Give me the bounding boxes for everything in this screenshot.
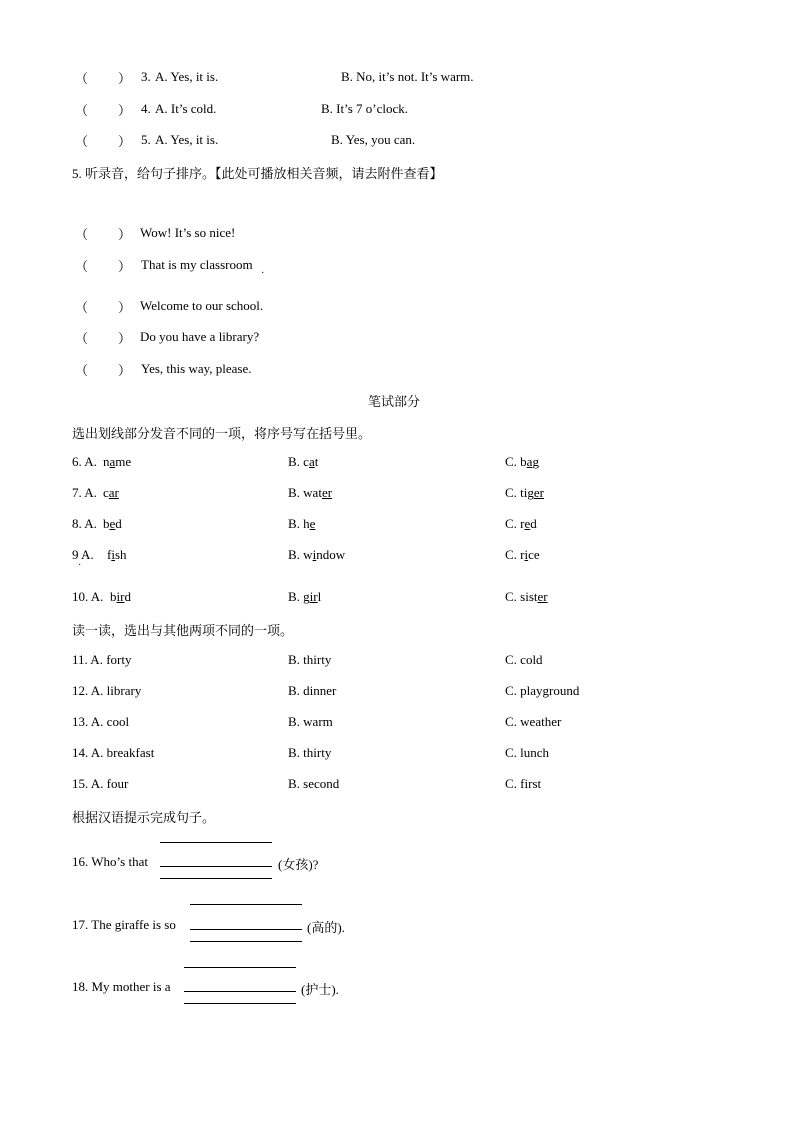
answer-paren-close: ）	[118, 259, 132, 274]
option-b: B. thirty	[288, 745, 332, 760]
order-sentence: Do you have a library?	[140, 329, 260, 344]
answer-paren-close: ）	[118, 71, 132, 86]
answer-line-top	[184, 967, 296, 968]
question-number: 6. A.	[72, 454, 97, 469]
answer-blank[interactable]	[190, 929, 302, 930]
answer-paren-open: （	[75, 259, 89, 274]
stray-dot: ·	[261, 268, 265, 279]
option-a: 15. A. four	[72, 776, 129, 791]
option-a: A. Yes, it is.	[155, 69, 219, 84]
option-a: A. It’s cold.	[155, 101, 217, 116]
option-b: B. water	[288, 485, 333, 500]
answer-line-bottom	[160, 878, 272, 879]
option-c: C. cold	[505, 652, 543, 667]
chinese-hint: (女孩)?	[278, 857, 319, 872]
option-a: name	[103, 454, 132, 469]
answer-paren-close: ）	[118, 300, 132, 315]
option-c: C. tiger	[505, 485, 545, 500]
answer-paren-close: ）	[118, 227, 132, 242]
question-number: 7. A.	[72, 485, 97, 500]
question-number: 9 A.	[72, 547, 94, 562]
option-b: B. girl	[288, 589, 322, 604]
chinese-hint: (高的).	[307, 920, 345, 935]
answer-paren-open: （	[75, 331, 89, 346]
answer-blank[interactable]	[160, 866, 272, 867]
option-a: 12. A. library	[72, 683, 142, 698]
option-c: C. rice	[505, 547, 540, 562]
answer-paren-open: （	[75, 300, 89, 315]
answer-paren-open: （	[75, 363, 89, 378]
answer-paren-open: （	[75, 227, 89, 242]
sentence-prefix: 16. Who’s that	[72, 854, 148, 869]
option-a: fish	[107, 547, 127, 562]
odd-one-out-instruction: 读一读，选出与其他两项不同的一项。	[72, 623, 294, 638]
order-sentence: Yes, this way, please.	[141, 361, 252, 376]
sentence-prefix: 18. My mother is a	[72, 979, 171, 994]
answer-blank[interactable]	[184, 991, 296, 992]
order-sentence: That is my classroom	[141, 257, 253, 272]
question-number: 8. A.	[72, 516, 97, 531]
option-c: C. red	[505, 516, 537, 531]
answer-line-bottom	[184, 1003, 296, 1004]
question-number: 3.	[141, 69, 151, 84]
section-5-title: 5. 听录音，给句子排序。【此处可播放相关音频，请去附件查看】	[72, 166, 443, 181]
order-sentence: Welcome to our school.	[140, 298, 264, 313]
option-b: B. he	[288, 516, 316, 531]
answer-paren-open: （	[75, 103, 89, 118]
option-a: bed	[103, 516, 122, 531]
option-a: 11. A. forty	[72, 652, 132, 667]
answer-line-top	[190, 904, 302, 905]
answer-paren-close: ）	[118, 331, 132, 346]
option-b: B. Yes, you can.	[331, 132, 416, 147]
option-b: B. warm	[288, 714, 333, 729]
option-c: C. first	[505, 776, 542, 791]
answer-line-top	[160, 842, 272, 843]
option-a: bird	[110, 589, 131, 604]
option-b: B. window	[288, 547, 346, 562]
answer-paren-close: ）	[118, 103, 132, 118]
option-c: C. bag	[505, 454, 539, 469]
phonics-instruction: 选出划线部分发音不同的一项，将序号写在括号里。	[72, 426, 372, 441]
question-number: 10. A.	[72, 589, 104, 604]
answer-paren-open: （	[75, 134, 89, 149]
answer-paren-open: （	[75, 71, 89, 86]
answer-line-bottom	[190, 941, 302, 942]
option-b: B. No, it’s not. It’s warm.	[341, 69, 474, 84]
option-b: B. second	[288, 776, 340, 791]
option-c: C. playground	[505, 683, 580, 698]
option-c: C. lunch	[505, 745, 550, 760]
option-b: B. thirty	[288, 652, 332, 667]
option-a: car	[103, 485, 119, 500]
answer-paren-close: ）	[118, 363, 132, 378]
option-a: A. Yes, it is.	[155, 132, 219, 147]
option-b: B. It’s 7 o’clock.	[321, 101, 409, 116]
stray-dot: ·	[78, 560, 82, 571]
option-b: B. cat	[288, 454, 319, 469]
complete-instruction: 根据汉语提示完成句子。	[72, 810, 216, 825]
option-c: C. weather	[505, 714, 562, 729]
answer-paren-close: ）	[118, 134, 132, 149]
order-sentence: Wow! It’s so nice!	[140, 225, 236, 240]
option-a: 13. A. cool	[72, 714, 130, 729]
question-number: 5.	[141, 132, 151, 147]
option-c: C. sister	[505, 589, 548, 604]
written-part-title: 笔试部分	[368, 394, 421, 409]
option-b: B. dinner	[288, 683, 337, 698]
chinese-hint: (护士).	[301, 982, 339, 997]
sentence-prefix: 17. The giraffe is so	[72, 917, 176, 932]
question-number: 4.	[141, 101, 151, 116]
option-a: 14. A. breakfast	[72, 745, 155, 760]
